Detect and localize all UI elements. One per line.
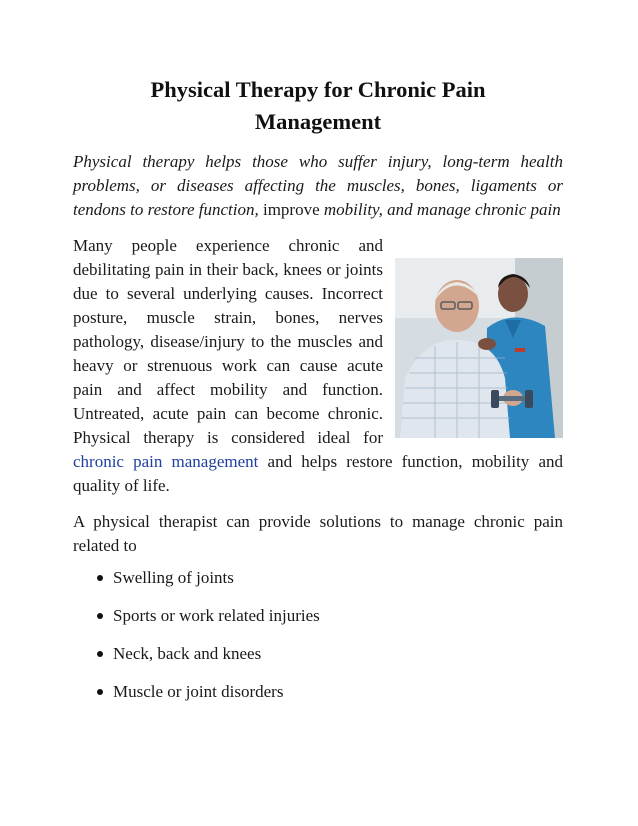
list-item <box>97 566 563 590</box>
list-item <box>97 680 563 704</box>
list-item <box>97 642 563 666</box>
body-paragraph-3: A physical therapist can provide solutions to manage chronic pain related to <box>73 512 563 555</box>
intro-text-1: Physical therapy helps those who suffer injury, long-term health problems, or diseases affecting the muscles, bones, ligaments or tendons to restore function, <box>73 152 563 219</box>
bullet-icon <box>97 689 103 695</box>
therapy-photo <box>395 258 563 438</box>
paragraph-2-text-end: and helps restore function, mobility and quality of life. <box>73 452 563 495</box>
chronic-pain-link[interactable]: chronic pain management <box>73 452 259 471</box>
document-page <box>73 74 563 718</box>
intro-text-3: mobility, and manage chronic pain <box>323 200 561 219</box>
bullet-icon <box>97 613 103 619</box>
paragraph-2-text: Many people experience chronic and debilitating pain in their back, knees or joints due to several underlying causes. Incorrect posture, muscle strain, bones, nerves pathology, disease/injury to the muscles and heavy or strenuous work can cause acute pain and affect mobility and function. Untreated, acute pain can become chronic. Physical therapy is considered ideal for <box>73 236 383 447</box>
bullet-icon <box>97 575 103 581</box>
conditions-list <box>73 566 563 704</box>
intro-paragraph <box>73 150 563 222</box>
bullet-icon <box>97 651 103 657</box>
list-item <box>97 604 563 628</box>
list-item-text: Muscle or joint disorders <box>113 682 284 701</box>
list-item-text: Sports or work related injuries <box>113 606 320 625</box>
list-item-text: Swelling of joints <box>113 568 234 587</box>
intro-text-2: improve <box>258 200 324 219</box>
list-item-text: Neck, back and knees <box>113 644 262 663</box>
therapy-photo-icon <box>395 258 563 438</box>
paragraph-with-image <box>73 234 563 498</box>
document-title: Physical Therapy for Chronic Pain Management <box>150 77 486 134</box>
